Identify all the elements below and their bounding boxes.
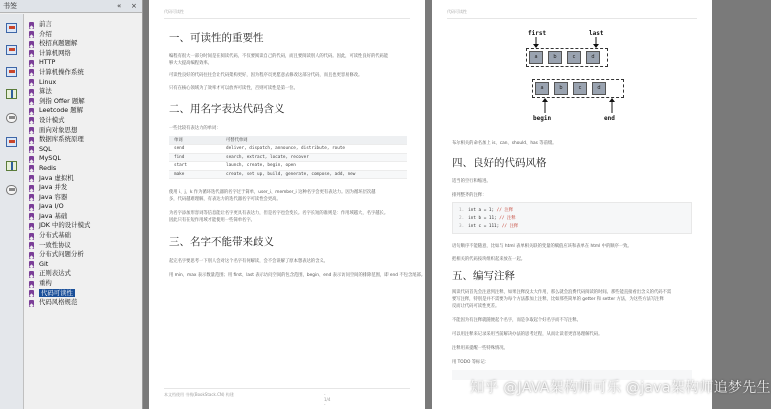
- bookmark-item[interactable]: [25, 260, 142, 270]
- paragraph: 使用 i、j、k 作为循环迭代器的名字过于简单，user_i、member_i 这种名字会更有表达力。因为循环层次越: [169, 190, 376, 195]
- bookmark-label: SQL: [39, 144, 52, 153]
- bookmark-icon: [29, 165, 34, 172]
- document-page-left: [149, 0, 425, 409]
- bookmark-label: Redis: [39, 163, 57, 172]
- paragraph: 布尔相关的命名加上 is、can、should、has 等前缀。: [452, 141, 557, 146]
- bookmark-item[interactable]: [25, 221, 142, 231]
- paragraph: 不能因为有注释就随便起个名字，而是争取起个好名字而不写注释。: [452, 318, 581, 323]
- paragraph: 编程有很大一部分时间是在阅读代码，不仅要阅读自己的代码，而且要阅读别人的代码。因此，可读性良好的代码能: [169, 54, 389, 59]
- bookmark-icon: [29, 127, 34, 134]
- array-cell: d: [592, 82, 606, 95]
- first-label: first: [528, 30, 547, 37]
- paragraph: 起完名字要思考一下别人会对这个名字有何解读，会不会误解了原本想表达的含义。: [169, 259, 328, 264]
- watermark: 知乎 @JAVA架构师可乐 @java架构师追梦先生: [470, 380, 771, 396]
- bookmark-item[interactable]: [25, 250, 142, 260]
- table-cell: create, set up, build, generate, compose, add, new: [221, 170, 407, 179]
- array-cell: d: [586, 51, 600, 64]
- bookmark-item[interactable]: [25, 145, 142, 155]
- bookmark-tool-icon[interactable]: [5, 44, 19, 57]
- bookmark-label: 计算机操作系统: [39, 67, 84, 76]
- bookmark-label: HTTP: [39, 58, 56, 67]
- bookmark-label: Java 虚拟机: [39, 173, 74, 182]
- bookmark-item[interactable]: [25, 193, 142, 203]
- bookmark-icon: [29, 31, 34, 38]
- bookmark-icon: [29, 98, 34, 105]
- thumbnails-icon[interactable]: [5, 22, 19, 35]
- bookmark-icon: [29, 252, 34, 259]
- bookmark-item[interactable]: [25, 49, 142, 59]
- bookmark-item[interactable]: [25, 183, 142, 193]
- bookmark-item[interactable]: [25, 202, 142, 212]
- bookmark-icon: [29, 213, 34, 220]
- paragraph: 用 min、max 表示数量范围；用 first、last 表示访问空间的包含范围，begin、end 表示访问空间的排除范围，即 end 不包含尾部。: [169, 273, 426, 278]
- bookmark-label: MySQL: [39, 154, 61, 163]
- bookmark-item[interactable]: [25, 298, 142, 308]
- running-header: 代码可读性: [447, 9, 467, 14]
- paragraph: 够大大提高编程效率。: [169, 61, 212, 66]
- paragraph: 因此只有在短作用域才能使用一些简单名字。: [169, 218, 255, 223]
- code-block: [452, 202, 692, 234]
- bookmark-label: Java 容器: [39, 192, 68, 201]
- bookmark-item[interactable]: [25, 279, 142, 289]
- edit-icon[interactable]: [5, 160, 19, 173]
- paragraph: 注释用来提醒一些特殊情况。: [452, 346, 508, 351]
- end-label: end: [604, 115, 615, 122]
- bookmark-icon: [29, 156, 34, 163]
- paragraph: 为名字添加形容词等信息能让名字更具有表达力，但是名字也会变长。名字长短的准则是：作用域越大，名字越长。: [169, 211, 389, 216]
- paragraph: 适当的空行和缩进。: [452, 179, 491, 184]
- paragraph: 用 TODO 等标记：: [452, 360, 489, 365]
- paragraph: 把相关的代码按块组织起来放在一起。: [452, 257, 526, 262]
- bookmark-item[interactable]: [25, 97, 142, 107]
- bookmark-label: 重构: [39, 279, 52, 288]
- bookmark-icon: [29, 117, 34, 124]
- code-line: 2. int b = 11; // 注释: [459, 216, 516, 221]
- bookmark-label: 算法: [39, 87, 52, 96]
- bookmark-item[interactable]: [25, 289, 142, 299]
- attachment-icon[interactable]: [5, 112, 19, 125]
- bookmark-item[interactable]: [25, 269, 142, 279]
- collapse-panel-button[interactable]: «: [117, 2, 122, 10]
- table-cell: make: [169, 170, 221, 179]
- paragraph: 可以用注释来记录采用当前解决办法的思考过程，从而让读者更容易理解代码。: [452, 332, 603, 337]
- bookmark-panel: [0, 0, 143, 409]
- heading-code-style: 四、良好的代码风格: [452, 157, 547, 169]
- bookmark-icon: [29, 41, 34, 48]
- bookmark-icon: [29, 271, 34, 278]
- bookmark-item[interactable]: [25, 135, 142, 145]
- bookmark-label: 分布式基础: [39, 231, 71, 240]
- bookmark-icon: [29, 204, 34, 211]
- page-number: - 1/4 -: [324, 392, 331, 407]
- bookmark-label: Java 并发: [39, 183, 68, 192]
- footer-text: 本文档使用 书栈(BookStack.CN) 构建: [164, 392, 234, 397]
- paragraph: 要写注释，特别是并不需要为每个方法都加上注释，比如那些简单的 getter 和 setter 方法，为这些方法写注释: [452, 297, 664, 302]
- last-label: last: [589, 30, 604, 37]
- bookmark-icon: [29, 261, 34, 268]
- bookmark-label: 代码可读性: [41, 288, 73, 297]
- bookmark-icon: [29, 89, 34, 96]
- bookmark-label: 校招真题题解: [39, 39, 78, 48]
- table-header: 单词: [169, 136, 221, 145]
- bookmark-label: Java 基础: [39, 211, 68, 220]
- paragraph: 只有在核心领域为了效率才可以放弃可读性，否则可读性是第一位。: [169, 86, 298, 91]
- heading-ambiguity: 三、名字不能带来歧义: [169, 236, 274, 248]
- array-cell: c: [567, 51, 581, 64]
- bookmark-item[interactable]: [25, 126, 142, 136]
- array-cell: b: [554, 82, 568, 95]
- bookmark-label: Linux: [39, 77, 57, 86]
- code-line: 3. int c = 111; // 注释: [459, 224, 519, 229]
- bookmark-icon: [29, 146, 34, 153]
- tools-icon[interactable]: [5, 184, 19, 197]
- bookmark-list: [25, 20, 142, 308]
- document-page-right: [432, 0, 712, 409]
- bookmark-item[interactable]: [25, 241, 142, 251]
- bookmark-label: JDK 中的设计模式: [39, 221, 91, 230]
- side-toolstrip: [0, 14, 24, 409]
- running-header: 代码可读性: [164, 9, 184, 14]
- bookmark-item[interactable]: [25, 39, 142, 49]
- bookmark-label: 正则表达式: [39, 269, 71, 278]
- bookmark-icon: [29, 281, 34, 288]
- word-table: [169, 136, 407, 179]
- bookmark-icon: [29, 137, 34, 144]
- bookmark-icon: [29, 60, 34, 67]
- bookmark-label: 面向对象思想: [39, 125, 78, 134]
- bookmark-icon: [29, 242, 34, 249]
- bookmark-item[interactable]: [25, 87, 142, 97]
- array-cell: a: [535, 82, 549, 95]
- bookmark-label: 设计模式: [39, 115, 65, 124]
- bookmark-icon: [29, 300, 34, 307]
- table-cell: start: [169, 162, 221, 171]
- bookmark-label: Git: [39, 259, 49, 268]
- paragraph: 阅读代码首先会注意到注释，如果注释没太大作用，那么就会浪费代码阅读的时间。那些能直接看出含义的代码不需: [452, 290, 672, 295]
- bookmark-item[interactable]: [25, 68, 142, 78]
- paragraph: 反而让代码可读性更差。: [452, 304, 500, 309]
- bookmark-item[interactable]: [25, 231, 142, 241]
- panel-header: [0, 0, 142, 13]
- bookmark-icon: [29, 185, 34, 192]
- array-cell: c: [573, 82, 587, 95]
- paragraph: 可读性良好的代码往往会让代码架构更好，因为程序员更愿意去修改这部分代码，而且也更容易修改。: [169, 73, 363, 78]
- close-panel-button[interactable]: ×: [131, 2, 137, 10]
- bookmark-label: Leetcode 题解: [39, 106, 84, 115]
- layers-icon[interactable]: [5, 66, 19, 79]
- bookmark-icon: [29, 290, 34, 297]
- table-header: 可替代单词: [221, 136, 407, 145]
- table-cell: search, extract, locate, recover: [221, 153, 407, 162]
- bookmark-label: 计算机网络: [39, 48, 71, 57]
- bookmark-label: 剑指 Offer 题解: [39, 96, 85, 105]
- bookmark-icon: [29, 69, 34, 76]
- bookmark-icon: [29, 79, 34, 86]
- paragraph: 一些比较有表达力的单词：: [169, 126, 221, 131]
- bookmark-icon: [29, 108, 34, 115]
- bookmark-label: 介绍: [39, 29, 52, 38]
- bookmark-item[interactable]: [25, 30, 142, 40]
- signature-icon[interactable]: [5, 136, 19, 149]
- bookmark-label: 代码风格规范: [39, 298, 78, 307]
- paragraph: 语句顺序不能随意，比如与 html 表单相关联的变量的赋值应该和表单在 html 中的顺序一致。: [452, 244, 632, 249]
- bookmark-item[interactable]: [25, 154, 142, 164]
- annotation-icon[interactable]: [5, 88, 19, 101]
- bookmark-label: 分布式问题分析: [39, 250, 84, 259]
- bookmark-item[interactable]: [25, 174, 142, 184]
- bookmark-label: 前言: [39, 20, 52, 28]
- heading-readability-importance: 一、可读性的重要性: [169, 32, 264, 44]
- table-cell: find: [169, 153, 221, 162]
- bookmark-icon: [29, 223, 34, 230]
- bookmark-icon: [29, 22, 34, 29]
- bookmark-item[interactable]: [25, 106, 142, 116]
- bookmark-label: 数据库系统原理: [39, 135, 84, 144]
- table-cell: launch, create, begin, open: [221, 162, 407, 171]
- array-cell: b: [548, 51, 562, 64]
- array-cell: a: [529, 51, 543, 64]
- heading-comments: 五、编写注释: [452, 270, 515, 282]
- table-cell: deliver, dispatch, announce, distribute, route: [221, 145, 407, 154]
- bookmark-item[interactable]: [25, 116, 142, 126]
- paragraph: 排列整齐的注释：: [452, 193, 487, 198]
- page-footer: [164, 392, 331, 407]
- bookmark-item[interactable]: [25, 78, 142, 88]
- code-line: 1. int a = 1; // 注释: [459, 208, 514, 213]
- bookmark-icon: [29, 50, 34, 57]
- bookmark-item[interactable]: [25, 164, 142, 174]
- bookmark-label: Java I/O: [39, 202, 64, 211]
- begin-label: begin: [533, 115, 552, 122]
- bookmark-label: 一致性协议: [39, 240, 71, 249]
- bookmark-icon: [29, 194, 34, 201]
- paragraph: 多，代码越难理解，有表达力的迭代器名字可读性会更高。: [169, 197, 281, 202]
- heading-names: 二、用名字表达代码含义: [169, 103, 285, 115]
- bookmark-icon: [29, 175, 34, 182]
- bookmark-icon: [29, 233, 34, 240]
- panel-title: 书签: [3, 2, 17, 10]
- table-cell: send: [169, 145, 221, 154]
- bookmark-item[interactable]: [25, 58, 142, 68]
- bookmark-item[interactable]: [25, 20, 142, 30]
